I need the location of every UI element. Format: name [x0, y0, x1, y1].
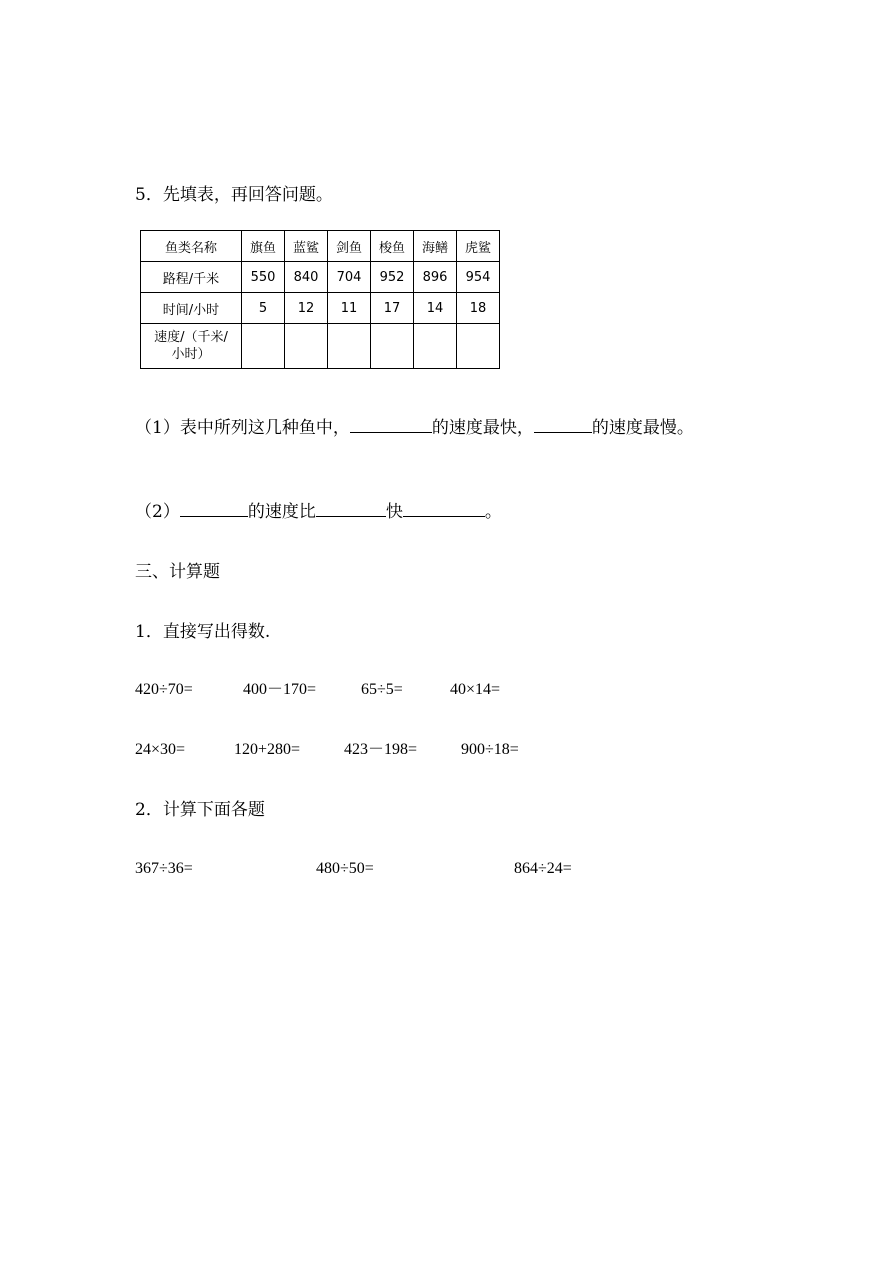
distance-cell: 840 [285, 262, 328, 293]
answer-blank[interactable] [180, 500, 248, 517]
time-cell: 14 [414, 293, 457, 324]
sub-question-1 [135, 416, 694, 439]
fish-name-cell: 蓝鲨 [285, 231, 328, 262]
question-2-title: 2．计算下面各题 [135, 800, 265, 820]
question-1-title: 1．直接写出得数. [135, 622, 271, 642]
distance-cell: 954 [457, 262, 500, 293]
sub1-mid: 的速度最快， [431, 418, 534, 438]
speed-answer-cell[interactable] [285, 324, 328, 369]
sub1-suffix: 的速度最慢。 [591, 418, 694, 438]
distance-cell: 704 [328, 262, 371, 293]
calc-item: 120+280= [234, 741, 301, 758]
time-cell: 17 [371, 293, 414, 324]
fish-name-cell: 海鳝 [414, 231, 457, 262]
row-header-distance: 路程/千米 [141, 262, 242, 293]
question-5-title: 5．先填表，再回答问题。 [135, 185, 333, 205]
sub1-prefix: （1）表中所列这几种鱼中， [135, 418, 350, 438]
time-cell: 11 [328, 293, 371, 324]
time-cell: 18 [457, 293, 500, 324]
sub2-mid2: 快 [385, 502, 403, 522]
calc-item: 367÷36= [135, 860, 193, 877]
table-row-fish-names [141, 231, 500, 262]
row-header-fish-name: 鱼类名称 [141, 231, 242, 262]
time-cell: 12 [285, 293, 328, 324]
calc-item: 24×30= [135, 741, 186, 758]
section-3-title: 三、计算题 [135, 562, 220, 582]
calc-item: 40×14= [450, 681, 501, 698]
calc-item: 65÷5= [361, 681, 403, 698]
speed-answer-cell[interactable] [414, 324, 457, 369]
speed-answer-cell[interactable] [242, 324, 285, 369]
distance-cell: 550 [242, 262, 285, 293]
answer-blank[interactable] [403, 500, 485, 517]
speed-answer-cell[interactable] [371, 324, 414, 369]
sub2-suffix: 。 [484, 502, 502, 522]
fish-name-cell: 梭鱼 [371, 231, 414, 262]
calc-item: 423－198= [344, 741, 418, 758]
calc-item: 400－170= [243, 681, 317, 698]
distance-cell: 896 [414, 262, 457, 293]
calc-item: 480÷50= [316, 860, 374, 877]
calc-item: 900÷18= [461, 741, 519, 758]
row-header-speed-line1: 速度/（千米/ [154, 330, 228, 345]
speed-answer-cell[interactable] [457, 324, 500, 369]
calc-item: 864÷24= [514, 860, 572, 877]
time-cell: 5 [242, 293, 285, 324]
table-row-distance [141, 262, 500, 293]
table-row-time [141, 293, 500, 324]
fish-name-cell: 剑鱼 [328, 231, 371, 262]
answer-blank[interactable] [350, 416, 432, 433]
sub-question-2 [135, 500, 502, 523]
speed-answer-cell[interactable] [328, 324, 371, 369]
answer-blank[interactable] [316, 500, 386, 517]
row-header-speed [141, 324, 242, 369]
sub2-prefix: （2） [135, 502, 180, 522]
table-row-speed [141, 324, 500, 369]
calc-item: 420÷70= [135, 681, 193, 698]
fish-name-cell: 旗鱼 [242, 231, 285, 262]
row-header-speed-line2: 小时） [171, 347, 211, 362]
distance-cell: 952 [371, 262, 414, 293]
answer-blank[interactable] [534, 416, 592, 433]
fish-speed-table [140, 230, 500, 369]
row-header-time: 时间/小时 [141, 293, 242, 324]
sub2-mid1: 的速度比 [247, 502, 316, 522]
fish-name-cell: 虎鲨 [457, 231, 500, 262]
